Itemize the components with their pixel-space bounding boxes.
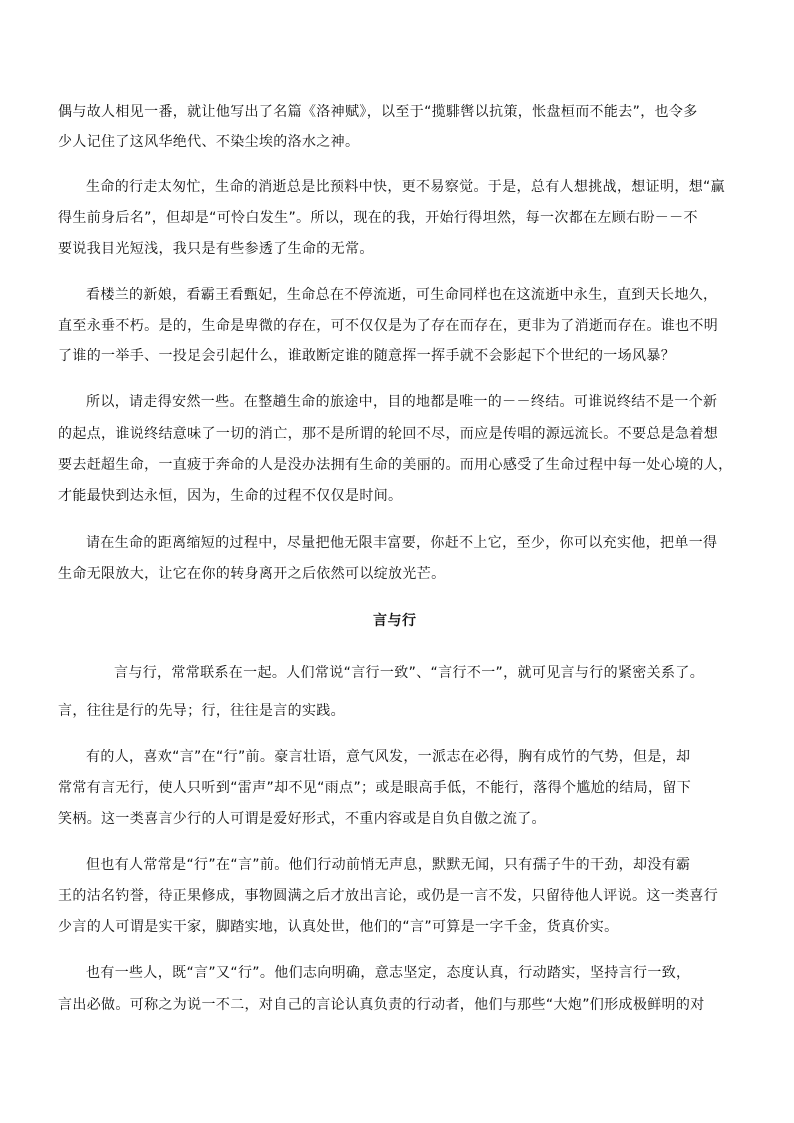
text-line: 看楼兰的新娘，看霸王看甄妃，生命总在不停流逝，可生命同样也在这流逝中永生，直到天长地久，: [86, 287, 718, 303]
text-line: 要去赶超生命，一直疲于奔命的人是没办法拥有生命的美丽的。而用心感受了生命过程中每一处心境的人，: [58, 457, 733, 473]
text-line: 了谁的一举手、一投足会引起什么，谁敢断定谁的随意挥一挥手就不会影起下个世纪的一场风暴？: [58, 348, 676, 364]
text-line: 生命的行走太匆忙，生命的消逝总是比预料中快，更不易察觉。于是，总有人想挑战，想证明，想“赢: [86, 179, 725, 195]
text-line: 言出必做。可称之为说一不二，对自己的言论认真负责的行动者，他们与那些“大炮”们形成极鲜明的对: [58, 997, 705, 1013]
text-line: 但也有人常常是“行”在“言”前。他们行动前悄无声息，默默无闻，只有孺子牛的干劲，却没有霸: [86, 857, 691, 873]
text-line: 言与行，常常联系在一起。人们常说“言行一致”、“言行不一”，就可见言与行的紧密关系了。: [114, 665, 705, 681]
essay2-title: 言与行: [373, 613, 417, 629]
text-line: 偶与故人相见一番，就让他写出了名篇《洛神赋》，以至于“揽騑辔以抗策，怅盘桓而不能去”，也令多: [58, 104, 698, 120]
text-line: 直至永垂不朽。是的，生命是卑微的存在，可不仅仅是为了存在而存在，更非为了消逝而存在。谁也不明: [58, 318, 719, 334]
text-line: 言，往往是行的先导；行，往往是言的实践。: [58, 703, 345, 719]
text-line: 生命无限放大，让它在你的转身离开之后依然可以绽放光芒。: [58, 566, 446, 582]
text-line: 要说我目光短浅，我只是有些参透了生命的无常。: [58, 241, 374, 257]
text-line: 王的沽名钓誉，待正果修成，事物圆满之后才放出言论，或仍是一言不发，只留待他人评说。这一类喜行: [58, 888, 719, 904]
text-line: 也有一些人，既“言”又“行”。他们志向明确，意志坚定，态度认真，行动踏实，坚持言行一致，: [86, 965, 691, 981]
text-line: 常常有言无行，使人只听到“雷声”却不见“雨点”；或是眼高手低，不能行，落得个尴尬的结局，留下: [58, 780, 692, 796]
text-line: 笑柄。这一类喜言少行的人可谓是爱好形式，不重内容或是自负自傲之流了。: [58, 811, 546, 827]
text-line: 才能最快到达永恒，因为，生命的过程不仅仅是时间。: [58, 488, 403, 504]
text-line: 请在生命的距离缩短的过程中，尽量把他无限丰富要，你赶不上它，至少，你可以充实他，把单一得: [86, 535, 718, 551]
text-line: 有的人，喜欢“言”在“行”前。豪言壮语，意气风发，一派志在必得，胸有成竹的气势，但是，却: [86, 749, 691, 765]
text-line: 所以，请走得安然一些。在整趟生命的旅途中，目的地都是唯一的－－终结。可谁说终结不是一个新: [86, 394, 718, 410]
text-line: 的起点，谁说终结意味了一切的消亡，那不是所谓的轮回不尽，而应是传唱的源远流长。不要总是急着想: [58, 426, 719, 442]
text-line: 得生前身后名”，但却是“可怜白发生”。所以，现在的我，开始行得坦然，每一次都在左顾右盼－－不: [58, 210, 698, 226]
text-line: 少言的人可谓是实干家，脚踏实地，认真处世，他们的“言”可算是一字千金，货真价实。: [58, 919, 619, 935]
text-line: 少人记住了这风华绝代、不染尘埃的洛水之神。: [58, 134, 360, 150]
